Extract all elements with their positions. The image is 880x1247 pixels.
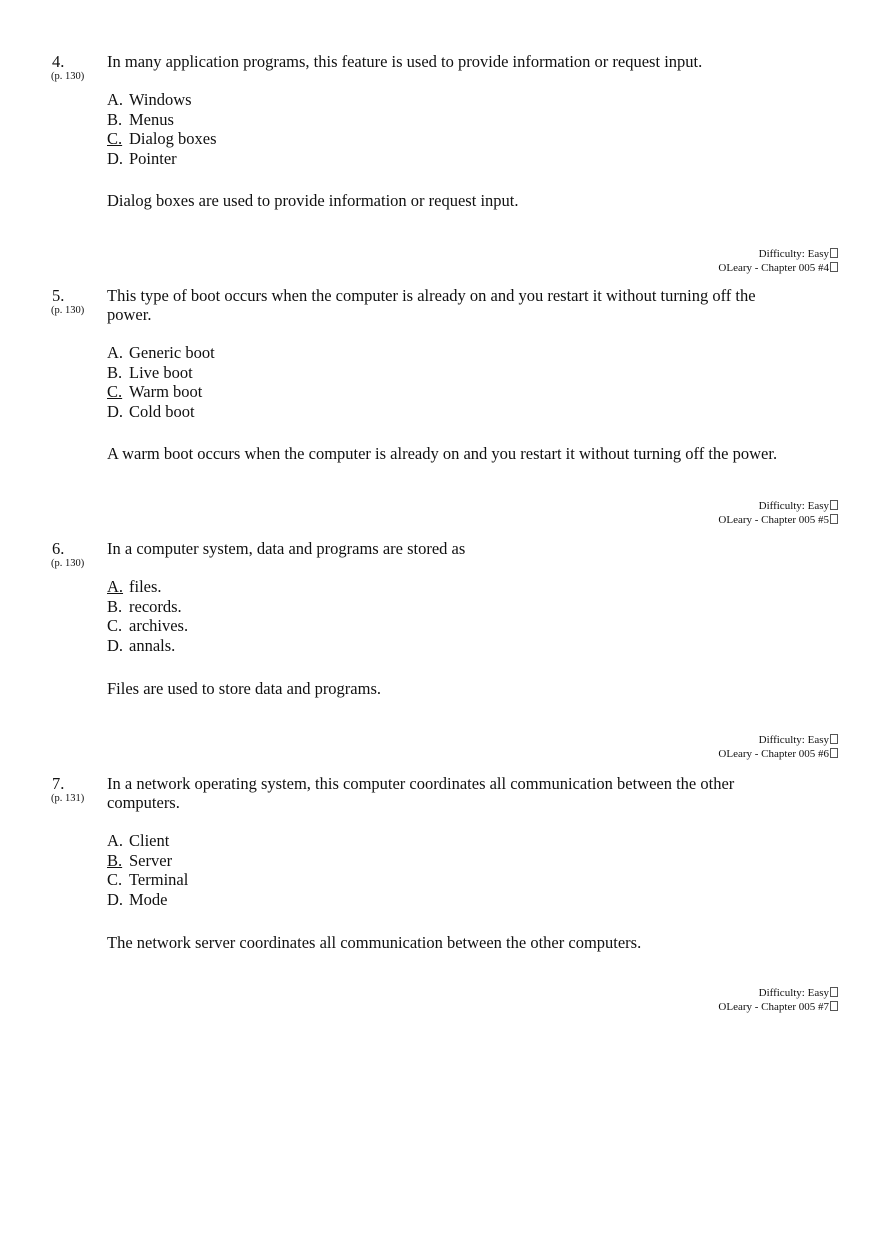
option-letter: D. — [107, 148, 124, 168]
reference: OLeary - Chapter 005 #6 — [718, 747, 829, 760]
option-item — [107, 636, 188, 656]
option-text: Server — [129, 850, 173, 870]
reference: OLeary - Chapter 005 #4 — [718, 261, 829, 274]
option-text: Generic boot — [129, 343, 215, 362]
option-item — [107, 343, 215, 363]
option-item — [107, 149, 217, 169]
option-letter: B. — [107, 109, 123, 129]
missing-glyph-box-icon — [830, 500, 838, 510]
option-item — [107, 110, 217, 130]
page-reference: (p. 130) — [51, 71, 85, 82]
correct-option-letter: A. — [107, 577, 124, 596]
explanation: The network server coordinates all communication between the other computers. — [107, 933, 642, 952]
missing-glyph-box-icon — [830, 248, 838, 258]
option-letter: B. — [107, 596, 123, 616]
question-meta — [718, 987, 838, 1014]
explanation: A warm boot occurs when the computer is already on and you restart it without turning off the power. — [107, 444, 778, 463]
option-letter: C. — [107, 870, 123, 889]
page-reference: (p. 130) — [51, 305, 85, 316]
explanation: Dialog boxes are used to provide information or request input. — [107, 191, 519, 210]
reference: OLeary - Chapter 005 #5 — [718, 513, 829, 526]
explanation: Files are used to store data and programs. — [107, 679, 382, 698]
missing-glyph-box-icon — [830, 987, 838, 997]
question-stem: This type of boot occurs when the computer is already on and you restart it without turning off the power. — [107, 286, 756, 324]
option-text: Client — [129, 831, 170, 850]
option-item — [107, 831, 188, 851]
option-item — [107, 90, 217, 110]
option-item — [107, 597, 188, 617]
option-item — [107, 870, 188, 890]
difficulty: Difficulty: Easy — [758, 500, 829, 512]
option-text: annals. — [129, 635, 176, 655]
correct-option-letter: C. — [107, 382, 123, 401]
option-item — [107, 890, 188, 910]
missing-glyph-box-icon — [830, 734, 838, 744]
missing-glyph-box-icon — [830, 748, 838, 758]
option-text: archives. — [129, 616, 189, 635]
option-letter: A. — [107, 90, 124, 109]
difficulty: Difficulty: Easy — [758, 248, 829, 260]
option-letter: A. — [107, 343, 124, 362]
option-item — [107, 402, 215, 422]
option-letter: D. — [107, 635, 124, 655]
question-stem: In a computer system, data and programs are stored as — [107, 539, 466, 558]
question-number: 7. — [52, 774, 65, 793]
option-text: Windows — [129, 90, 192, 109]
question-number: 4. — [52, 52, 65, 71]
option-item — [107, 363, 215, 383]
option-list — [107, 90, 217, 168]
option-letter: A. — [107, 831, 124, 850]
option-item — [107, 129, 217, 149]
option-item — [107, 616, 188, 636]
question-meta — [718, 734, 838, 761]
option-text: files. — [129, 577, 162, 596]
option-text: Cold boot — [129, 401, 195, 421]
correct-option-letter: B. — [107, 850, 123, 870]
option-item — [107, 382, 215, 402]
reference: OLeary - Chapter 005 #7 — [718, 1000, 829, 1013]
option-text: Menus — [129, 109, 174, 129]
option-text: Dialog boxes — [129, 129, 217, 148]
option-text: Live boot — [129, 362, 193, 382]
difficulty: Difficulty: Easy — [758, 734, 829, 746]
option-letter: D. — [107, 889, 124, 909]
question-number: 5. — [52, 286, 65, 305]
correct-option-letter: C. — [107, 129, 123, 148]
missing-glyph-box-icon — [830, 514, 838, 524]
option-letter: C. — [107, 616, 123, 635]
question-meta — [718, 248, 838, 275]
option-letter: B. — [107, 362, 123, 382]
option-text: Warm boot — [129, 382, 203, 401]
page-reference: (p. 130) — [51, 558, 85, 569]
missing-glyph-box-icon — [830, 262, 838, 272]
question-number: 6. — [52, 539, 65, 558]
option-letter: D. — [107, 401, 124, 421]
option-text: Mode — [129, 889, 168, 909]
option-list — [107, 577, 188, 655]
question-stem: In many application programs, this feature is used to provide information or request input. — [107, 52, 703, 71]
missing-glyph-box-icon — [830, 1001, 838, 1011]
option-text: Terminal — [129, 870, 189, 889]
page-reference: (p. 131) — [51, 793, 85, 804]
option-text: Pointer — [129, 148, 177, 168]
option-list — [107, 343, 215, 421]
question-stem: In a network operating system, this computer coordinates all communication between the other computers. — [107, 774, 735, 812]
option-list — [107, 831, 188, 909]
option-item — [107, 851, 188, 871]
difficulty: Difficulty: Easy — [758, 987, 829, 999]
option-item — [107, 577, 188, 597]
option-text: records. — [129, 596, 182, 616]
question-meta — [718, 500, 838, 527]
